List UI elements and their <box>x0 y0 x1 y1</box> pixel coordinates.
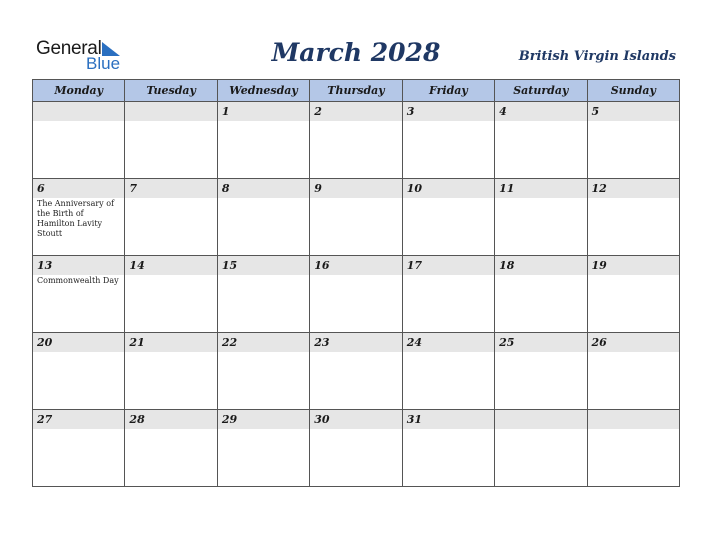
weekday-header: Friday <box>402 80 494 102</box>
week-row <box>33 256 680 333</box>
day-cell <box>402 410 494 487</box>
week-row <box>33 179 680 256</box>
calendar-title: March 2028 <box>271 38 441 67</box>
day-number: 15 <box>218 256 309 275</box>
weekday-header: Tuesday <box>125 80 217 102</box>
day-number: 23 <box>310 333 401 352</box>
day-number: 27 <box>33 410 124 429</box>
day-cell <box>495 102 587 179</box>
holiday-event: The Anniversary of the Birth of Hamilton Lavity Stoutt <box>37 199 115 238</box>
day-number: 12 <box>588 179 679 198</box>
day-cell <box>33 179 125 256</box>
day-cell <box>402 256 494 333</box>
day-number: 20 <box>33 333 124 352</box>
logo-general-text: General <box>36 38 102 59</box>
logo-blue-text: Blue <box>86 54 121 73</box>
day-number: 9 <box>310 179 401 198</box>
day-number: 21 <box>125 333 216 352</box>
weekday-header: Monday <box>33 80 125 102</box>
region-label: British Virgin Islands <box>518 49 676 64</box>
day-number: 28 <box>125 410 216 429</box>
day-cell <box>587 179 679 256</box>
day-cell <box>402 333 494 410</box>
week-row <box>33 333 680 410</box>
day-number: 11 <box>495 179 586 198</box>
day-number: 3 <box>403 102 494 121</box>
day-number <box>495 410 586 429</box>
day-number: 29 <box>218 410 309 429</box>
day-cell <box>217 410 309 487</box>
day-number: 10 <box>403 179 494 198</box>
day-number: 26 <box>588 333 679 352</box>
weekday-header: Sunday <box>587 80 679 102</box>
week-row <box>33 410 680 487</box>
day-cell <box>33 333 125 410</box>
day-number: 16 <box>310 256 401 275</box>
day-cell <box>495 256 587 333</box>
weekday-header: Thursday <box>310 80 402 102</box>
day-cell <box>125 333 217 410</box>
day-cell <box>217 333 309 410</box>
day-number: 31 <box>403 410 494 429</box>
day-number: 19 <box>588 256 679 275</box>
day-cell <box>310 256 402 333</box>
day-cell <box>402 102 494 179</box>
weekday-header: Saturday <box>495 80 587 102</box>
day-number: 4 <box>495 102 586 121</box>
day-cell <box>125 256 217 333</box>
day-number: 17 <box>403 256 494 275</box>
weekday-header-row <box>33 80 680 102</box>
day-number: 30 <box>310 410 401 429</box>
day-cell <box>125 410 217 487</box>
day-number: 6 <box>33 179 124 198</box>
day-number: 25 <box>495 333 586 352</box>
day-number: 14 <box>125 256 216 275</box>
day-cell <box>33 410 125 487</box>
day-cell <box>33 256 125 333</box>
day-cell <box>310 333 402 410</box>
day-cell <box>217 256 309 333</box>
day-cell <box>33 102 125 179</box>
day-cell <box>125 102 217 179</box>
day-cell <box>495 333 587 410</box>
day-number: 8 <box>218 179 309 198</box>
day-number <box>588 410 679 429</box>
day-cell <box>217 179 309 256</box>
day-cell <box>310 179 402 256</box>
day-cell <box>587 102 679 179</box>
holiday-event: Commonwealth Day <box>37 276 119 285</box>
day-number: 5 <box>588 102 679 121</box>
day-number <box>33 102 124 121</box>
day-cell <box>587 333 679 410</box>
weekday-header: Wednesday <box>217 80 309 102</box>
day-cell <box>495 410 587 487</box>
day-cell <box>587 410 679 487</box>
day-number: 13 <box>33 256 124 275</box>
day-cell <box>402 179 494 256</box>
day-cell <box>217 102 309 179</box>
day-number: 1 <box>218 102 309 121</box>
day-number: 24 <box>403 333 494 352</box>
day-cell <box>495 179 587 256</box>
day-number <box>125 102 216 121</box>
day-number: 22 <box>218 333 309 352</box>
day-cell <box>125 179 217 256</box>
calendar-grid <box>32 79 680 487</box>
day-number: 2 <box>310 102 401 121</box>
day-cell <box>310 102 402 179</box>
day-number: 7 <box>125 179 216 198</box>
day-cell <box>310 410 402 487</box>
week-row <box>33 102 680 179</box>
day-cell <box>587 256 679 333</box>
day-number: 18 <box>495 256 586 275</box>
